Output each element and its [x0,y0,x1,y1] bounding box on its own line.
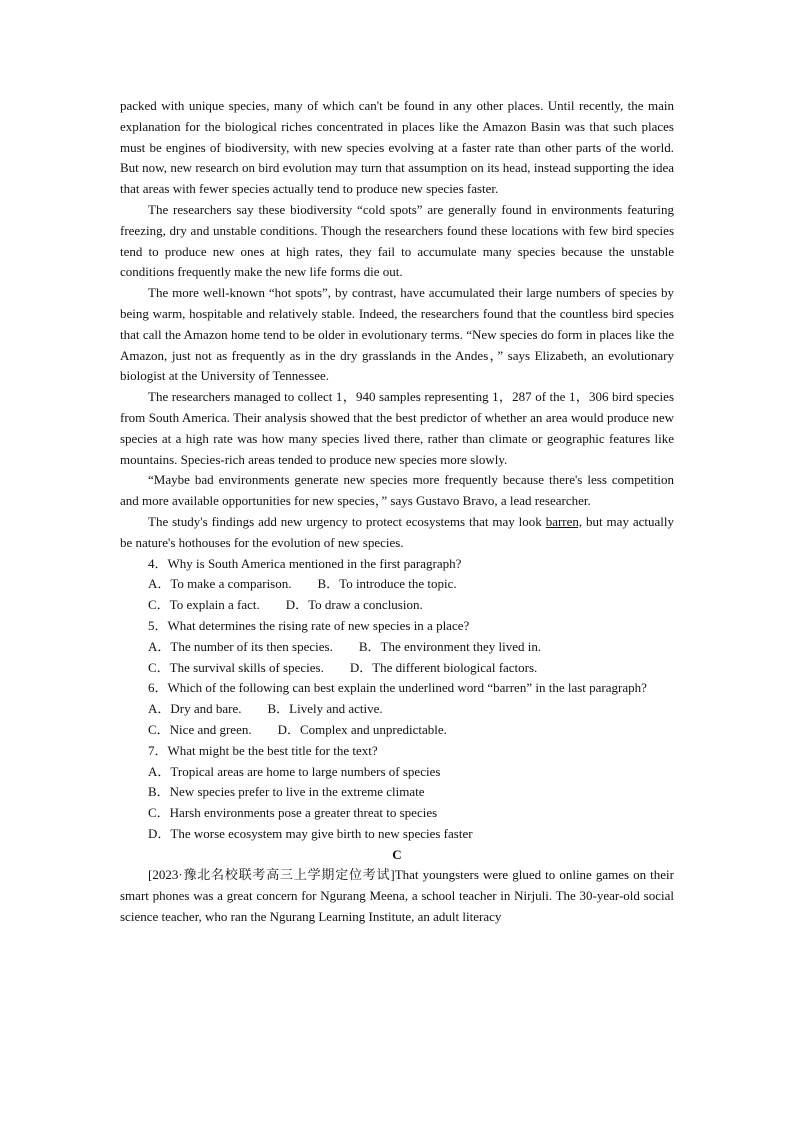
underlined-word: barren, [545,513,583,529]
paragraph-3: The more well-known “hot spots”, by contrast, have accumulated their large numbers of species by being warm, hospitable and relatively stable. Indeed, the researchers found that the countless bird species that call the Amazon home tend to be older in evolutionary terms. “New species do form in places like the Amazon, just not as frequently as in the dry grasslands in the Andes，” says Elizabeth, an evolutionary biologist at the University of Tennessee. [120,285,674,384]
document-page [120,96,674,928]
question-7-option-a: A．Tropical areas are home to large numbers of species [148,763,441,779]
question-6-options-cd: C．Nice and green. D．Complex and unpredictable. [148,721,447,737]
paragraph-2: The researchers say these biodiversity “cold spots” are generally found in environments featuring freezing, dry and unstable conditions. Though the researchers found these locations with few bird species tend to produce new ones at high rates, they fail to accumulate many species because the unstable conditions frequently make the new life forms die out. [120,201,674,280]
question-4-stem: 4．Why is South America mentioned in the first paragraph? [148,555,462,571]
question-7-option-b: B．New species prefer to live in the extreme climate [148,784,425,800]
question-6-stem: 6．Which of the following can best explain the underlined word “barren” in the last paragraph? [148,680,647,696]
question-5-options-cd: C．The survival skills of species. D．The different biological factors. [148,659,538,675]
question-6-options-ab: A．Dry and bare. B．Lively and active. [148,701,383,717]
paragraph-6 [120,512,674,554]
question-5-stem: 5．What determines the rising rate of new species in a place? [148,617,470,633]
question-7-stem: 7．What might be the best title for the text? [148,742,378,758]
question-4-options-ab: A．To make a comparison. B．To introduce the topic. [148,576,457,592]
paragraph-1: packed with unique species, many of which can't be found in any other places. Until recently, the main explanation for the biological riches concentrated in places like the Amazon Basin was that such places must be engines of biodiversity, with new species evolving at a faster rate than other parts of the world. But now, new research on bird evolution may turn that assumption on its head, instead supporting the idea that areas with fewer species actually tend to produce new species faster. [120,98,674,197]
paragraph-5: “Maybe bad environments generate new species more frequently because there's less competition and more available opportunities for new species，” says Gustavo Bravo, a lead researcher. [120,472,674,509]
section-c-paragraph: [2023·豫北名校联考高三上学期定位考试]That youngsters were glued to online games on their smart phones was a great concern for Ngurang Meena, a school teacher in Nirjuli. The 30-year-old social science teacher, who ran the Ngurang Learning Institute, an adult literacy [120,867,674,925]
question-5-options-ab: A．The number of its then species. B．The environment they lived in. [148,638,542,654]
question-7-option-d: D．The worse ecosystem may give birth to new species faster [148,825,473,841]
question-7-option-c: C．Harsh environments pose a greater threat to species [148,805,438,821]
paragraph-4: The researchers managed to collect 1，940 samples representing 1，287 of the 1，306 bird species from South America. Their analysis showed that the best predictor of whether an area would produce new species at a high rate was how many species lived there, rather than climate or geographic features like mountains. Species-rich areas tended to produce new species more slowly. [120,389,674,467]
last-para-before: The study's findings add new urgency to protect ecosystems that may look [148,513,546,529]
section-c-heading: C [392,846,402,862]
last-para-after: but may actually be nature's hothouses for the evolution of new species. [120,513,674,550]
question-4-options-cd: C．To explain a fact. D．To draw a conclusion. [148,597,423,613]
